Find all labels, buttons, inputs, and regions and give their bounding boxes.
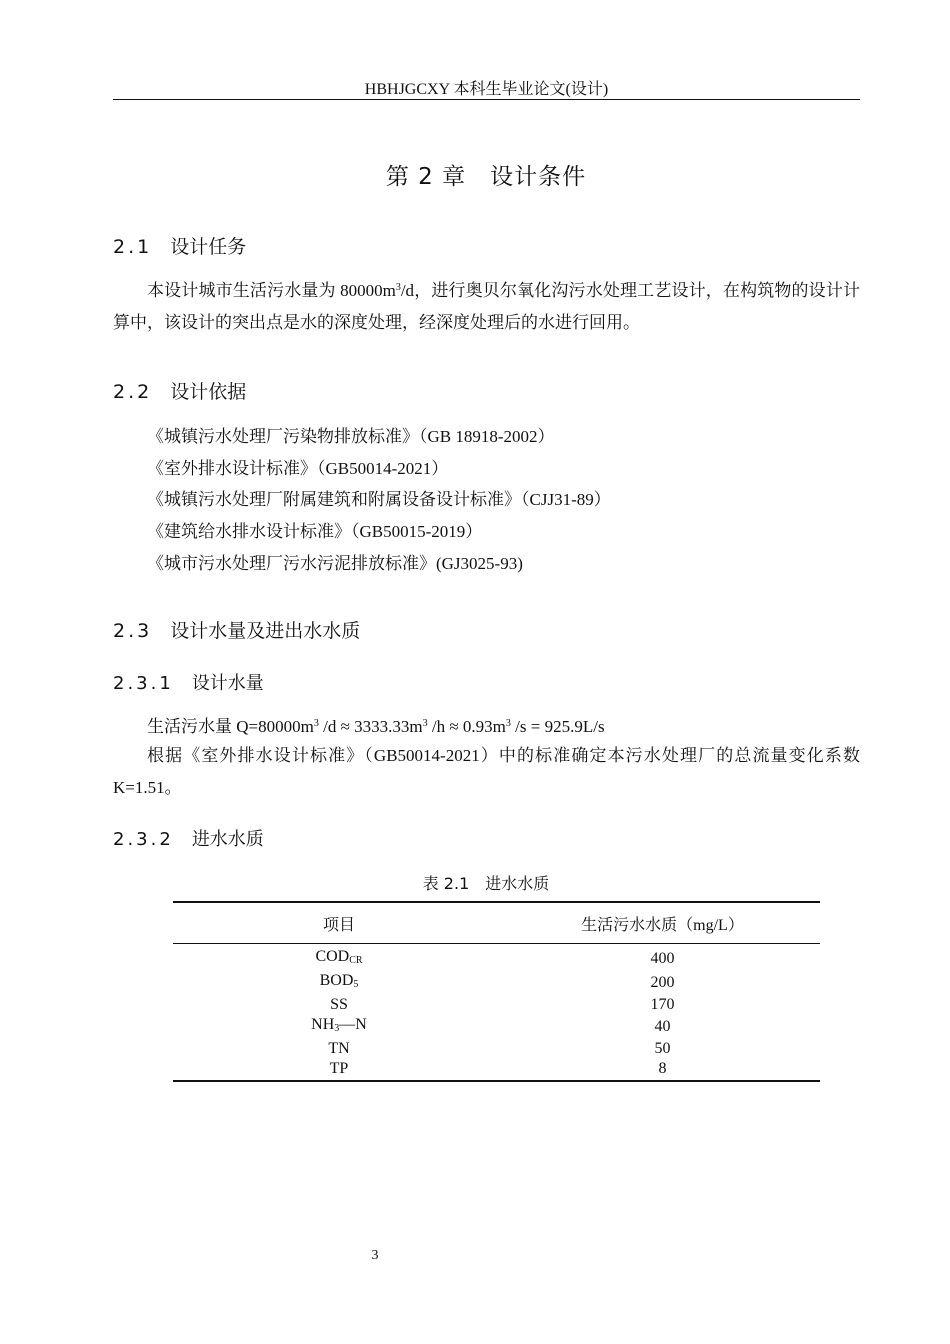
reference-item: 《城市污水处理厂污水污泥排放标准》(GJ3025-93)	[147, 554, 523, 573]
parameter-cell	[173, 1039, 505, 1059]
parameter-name: BOD	[319, 972, 354, 989]
design-task-paragraph	[113, 272, 860, 339]
section-number: 2.1	[113, 236, 153, 258]
parameter-cell	[173, 944, 505, 972]
section-heading-2-2	[113, 377, 246, 404]
section-title: 进水水质	[191, 829, 264, 850]
value-cell: 40	[654, 1018, 671, 1035]
table-row	[173, 995, 820, 1015]
value-cell: 400	[650, 950, 675, 967]
parameter-name: TP	[329, 1060, 349, 1077]
parameter-name: COD	[315, 948, 350, 965]
section-title: 设计任务	[170, 236, 247, 258]
value-cell: 8	[505, 1059, 820, 1081]
page-number: 3	[371, 1248, 379, 1263]
parameter-cell	[173, 1059, 505, 1081]
superscript: 3	[395, 282, 401, 293]
reference-item: 《建筑给水排水设计标准》（GB50015-2019）	[147, 522, 483, 541]
section-heading-2-3-1	[113, 669, 264, 695]
task-text-lead: 本设计城市生活污水量为 80000m	[147, 281, 396, 300]
reference-item: 《室外排水设计标准》（GB50014-2021）	[147, 459, 449, 478]
table-row	[173, 944, 820, 972]
table-row	[173, 1015, 820, 1039]
influent-quality-table	[173, 901, 820, 1082]
section-title: 设计依据	[170, 381, 247, 403]
parameter-cell	[173, 971, 505, 995]
table-body	[173, 944, 820, 1082]
table-caption: 表 2.1 进水水质	[422, 874, 550, 893]
reference-item: 《城镇污水处理厂附属建筑和附属设备设计标准》（CJJ31-89）	[147, 490, 611, 509]
parameter-name: NH	[311, 1016, 335, 1033]
calc-text: 生活污水量 Q=80000m	[147, 717, 314, 736]
value-cell: 170	[650, 996, 675, 1013]
reference-item: 《城镇污水处理厂污染物排放标准》（GB 18918-2002）	[147, 427, 555, 446]
column-header-item: 项目	[173, 902, 505, 944]
section-number: 2.2	[113, 381, 153, 403]
section-heading-2-3	[113, 616, 360, 643]
section-number: 2.3.1	[113, 673, 174, 694]
task-text-rest: /d，进行奥贝尔氧化沟污水处理工艺设计，在构筑物的设计计算中，该设计的突出点是水的深度处理，经深度处理后的水进行回用。	[113, 281, 860, 332]
parameter-name: TN	[328, 1040, 350, 1057]
table-row	[173, 1039, 820, 1059]
parameter-name: SS	[330, 996, 348, 1013]
calc-text: /h ≈ 0.93m	[427, 717, 506, 736]
parameter-cell	[173, 995, 505, 1015]
section-number: 2.3	[113, 620, 153, 642]
superscript: 3	[422, 718, 428, 729]
table-row	[173, 1059, 820, 1081]
superscript: 3	[313, 718, 319, 729]
chapter-title: 第 2 章 设计条件	[385, 164, 587, 190]
value-cell: 200	[650, 974, 675, 991]
header-rule	[113, 99, 860, 100]
flow-coefficient-paragraph: 根据《室外排水设计标准》（GB50014-2021）中的标准确定本污水处理厂的总流量变化系数 K=1.51。	[113, 746, 860, 797]
section-heading-2-1	[113, 232, 246, 259]
superscript: 3	[505, 718, 511, 729]
subscript: 3	[334, 1023, 340, 1034]
table-header-row	[173, 902, 820, 944]
subscript: CR	[349, 955, 363, 966]
section-title: 设计水量及进出水水质	[170, 620, 361, 642]
parameter-cell	[173, 1015, 505, 1039]
parameter-suffix: —N	[339, 1016, 367, 1033]
value-cell: 50	[654, 1040, 671, 1057]
running-header: HBHJGCXY 本科生毕业论文(设计)	[364, 81, 609, 98]
flow-calculation	[147, 712, 605, 737]
column-header-quality: 生活污水水质（mg/L）	[505, 902, 820, 944]
section-number: 2.3.2	[113, 829, 174, 850]
calc-text: /s = 925.9L/s	[510, 717, 605, 736]
section-heading-2-3-2	[113, 825, 264, 851]
table-row	[173, 971, 820, 995]
calc-text: /d ≈ 3333.33m	[318, 717, 423, 736]
section-title: 设计水量	[191, 673, 264, 694]
subscript: 5	[353, 979, 359, 990]
